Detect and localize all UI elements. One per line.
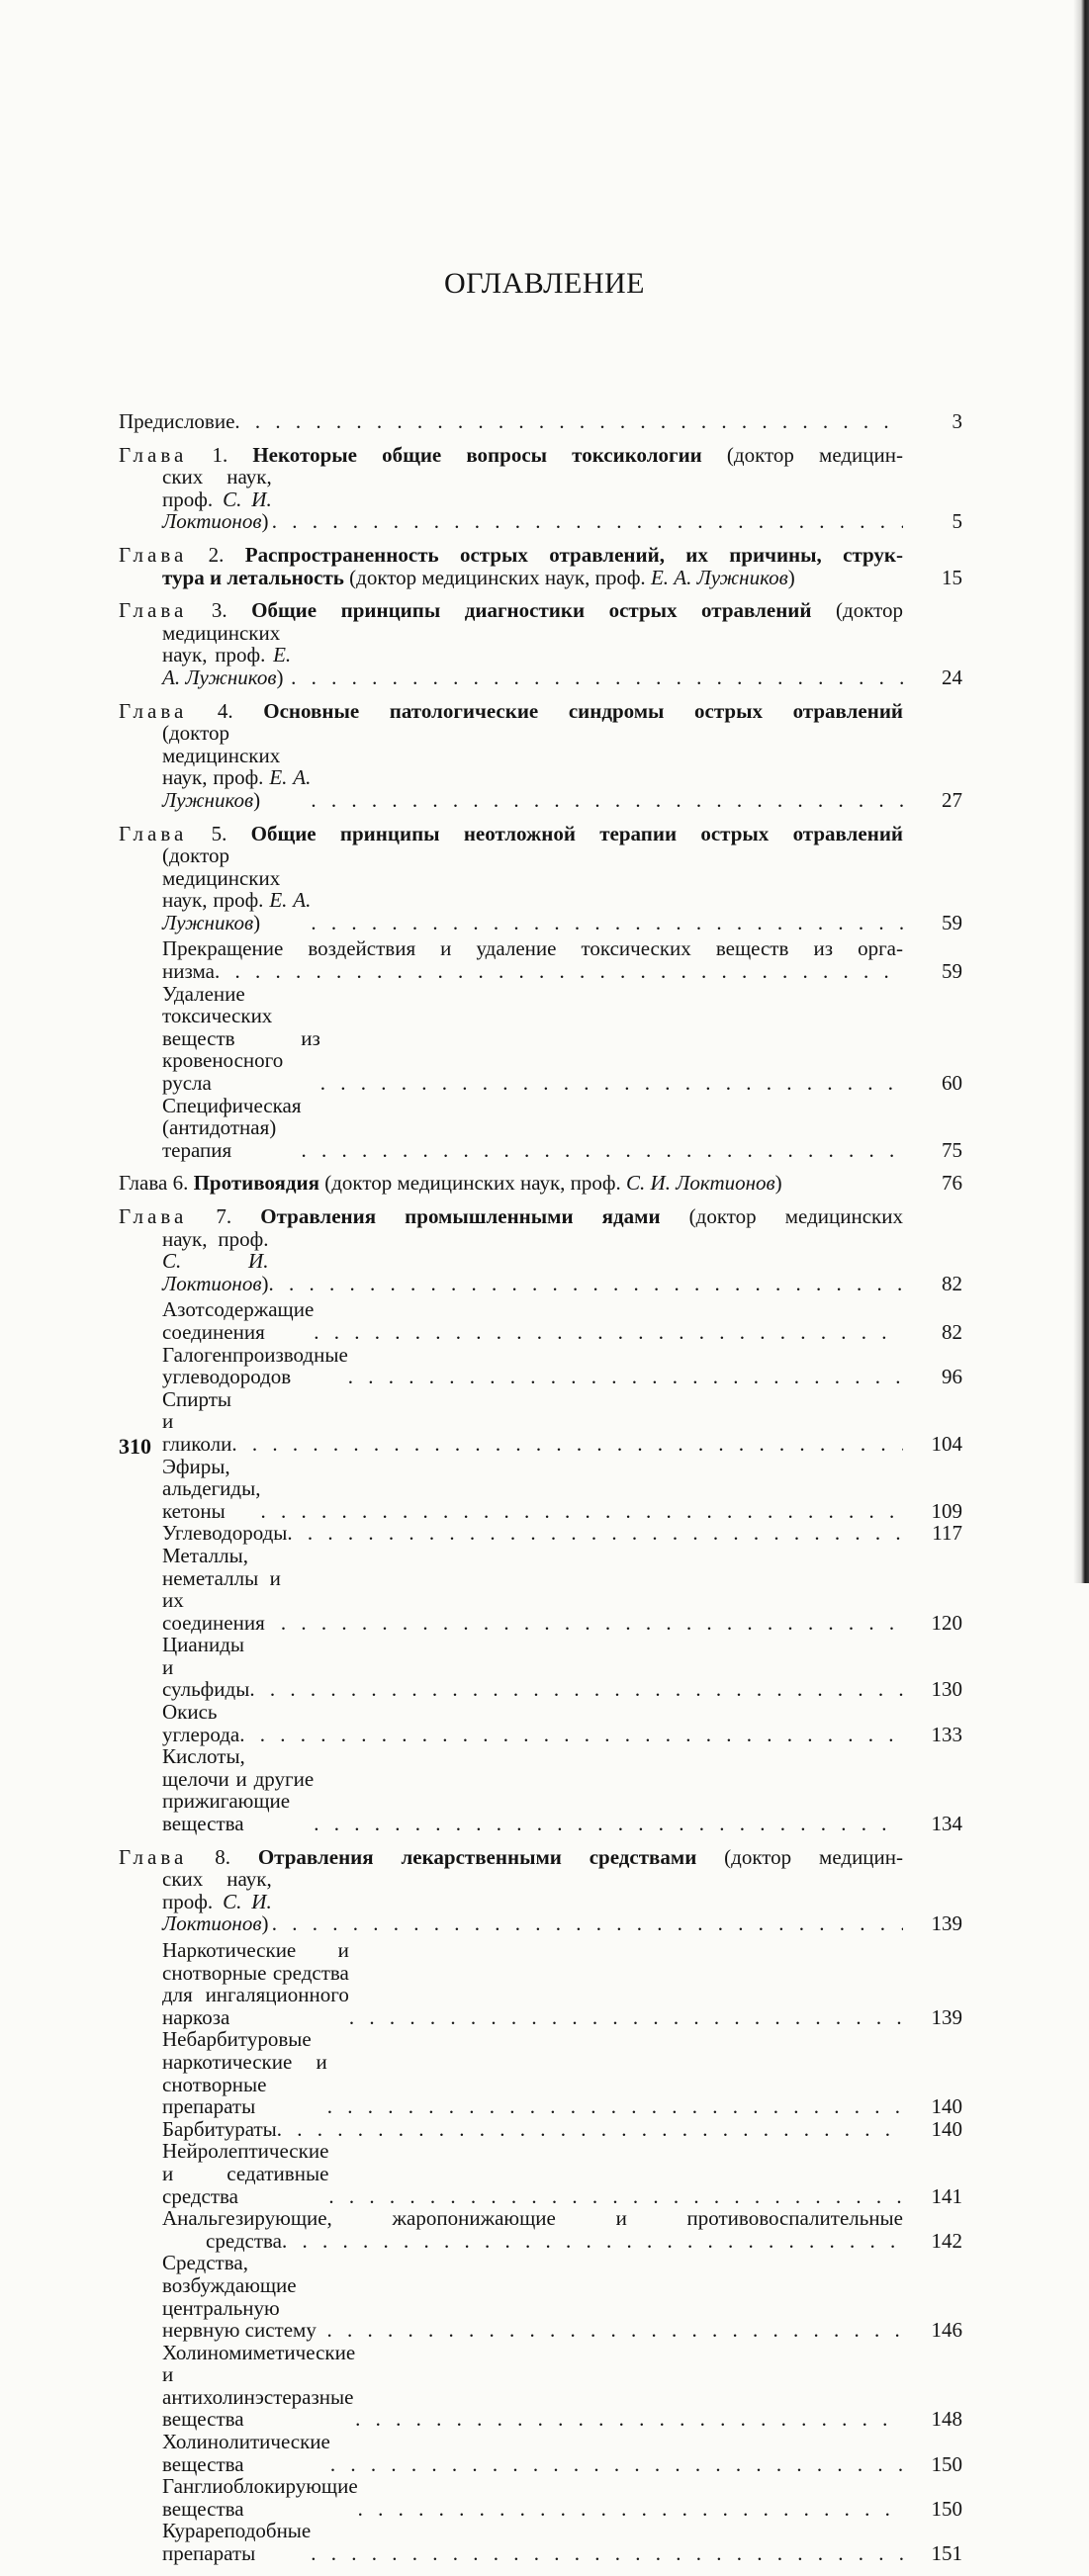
toc-entry-chapter-4: Глава 4. Основные патологические синдромы острых отравлений (доктор медицинских наук, проф. Е. А. Лужников) . . . 27 [119, 700, 962, 812]
section-page: 117 [932, 1521, 962, 1546]
section-list [119, 1939, 962, 2565]
section-label: Удаление токсических веществ из кровеносного русла [162, 981, 320, 1096]
chapter-page: 59 [942, 910, 962, 934]
toc-entry-chapter-2: Глава 2. Распространенность острых отравлений, их причины, струк- тура и летальность (доктор медицинских наук, проф. Е. А. Лужников) 15 [119, 542, 962, 589]
section-item [119, 1701, 962, 1745]
chapter-title: Основные патологические синдромы острых отравлений [263, 698, 904, 723]
section-page: 151 [931, 2541, 962, 2566]
section-item [119, 2028, 962, 2117]
chapter-number: 5. [211, 821, 227, 845]
toc-entry-chapter-6: Глава 6. Противоядия (доктор медицинских наук, проф. С. И. Локтионов) 76 [119, 1171, 962, 1196]
toc-entry-chapter-1: Глава 1. Некоторые общие вопросы токсикологии (доктор медицин- ских наук, проф. С. И. Локтионов) . . . 5 [119, 444, 962, 533]
section-page: 146 [931, 2318, 962, 2343]
chapter-number: 4. [217, 698, 233, 723]
section-label: Нейролептические и седативные средства [162, 2139, 329, 2208]
section-label: Холиномиметические и антихолинэстеразные вещества [162, 2340, 356, 2432]
section-item [119, 2140, 962, 2207]
table-of-contents [119, 410, 962, 2576]
section-item [119, 2431, 962, 2475]
dot-leader [301, 1139, 903, 1162]
chapter-page: 24 [942, 665, 962, 689]
chapter-number: 1. [212, 442, 228, 467]
chapter-word: Глава [119, 1844, 188, 1869]
chapter-author: Е. А. Лужников [162, 765, 312, 812]
dot-leader [311, 2542, 903, 2565]
chapter-title: Противоядия [193, 1171, 319, 1196]
section-label: Эфиры, альдегиды, кетоны [162, 1454, 261, 1523]
chapter-credit-cont: ских наук, проф. [162, 465, 272, 511]
dot-leader [215, 960, 903, 983]
section-item [119, 1745, 962, 1834]
section-list [119, 937, 962, 1161]
dot-leader [272, 510, 903, 533]
chapter-number: 6. [172, 1171, 189, 1196]
dot-leader [349, 2006, 903, 2029]
section-item [119, 1634, 962, 1701]
section-label: Галогенпроизводные углеводородов [162, 1342, 348, 1389]
chapter-word: Глава [119, 442, 188, 467]
section-label: Металлы, неметаллы и их соединения [162, 1543, 281, 1635]
dot-leader [272, 1912, 903, 1935]
section-page: 120 [931, 1610, 962, 1635]
dot-leader [355, 2408, 903, 2431]
chapter-credit: (доктор медицинских наук, проф. [162, 721, 281, 790]
section-page: 150 [931, 2451, 962, 2476]
section-item [119, 1939, 962, 2028]
section-page: 130 [931, 1677, 962, 1702]
toc-entry-chapter-7: Глава 7. Отравления промышленными ядами (доктор медицинских наук, проф. С. И. Локтионов) . . . 82 Азотсодержащие соединения . . . 82 Галогенпроизводные углеводородов . . . 96 Спирты и гликоли . . . 104 Эфиры, альдегиды, кетоны . . . 109 Углеводороды . . . 117 Металлы, неметаллы и их соединения . . . 120 Цианиды и сульфиды . . . 130 Окись углерода . . . 133 Кислоты, щелочи и другие прижигающие вещества . . . 134 [119, 1205, 962, 1835]
dot-leader [291, 666, 903, 689]
section-item [119, 1522, 962, 1545]
chapter-author: Е. А. Лужников [650, 565, 788, 589]
section-item [119, 2342, 962, 2431]
chapter-credit: (доктор медицин- [724, 1844, 904, 1869]
chapter-number: 7. [216, 1204, 232, 1228]
chapter-word: Глава [119, 698, 188, 723]
dot-leader [330, 2453, 903, 2476]
section-item [119, 1388, 962, 1456]
chapter-credit-cont: ских наук, проф. [162, 1867, 272, 1913]
chapter-page: 82 [942, 1271, 962, 1295]
section-item [119, 1456, 962, 1523]
dot-leader [234, 410, 903, 433]
dot-leader [328, 2185, 903, 2208]
section-label: Цианиды и сульфиды [162, 1633, 250, 1702]
chapter-author: С. И. Локтионов [162, 1249, 269, 1295]
section-label: Кислоты, щелочи и другие прижигающие вещества [162, 1744, 315, 1836]
section-item [119, 937, 962, 982]
section-page: 148 [931, 2407, 962, 2432]
chapter-author: С. И. Локтионов [162, 487, 272, 534]
section-label: Ганглиоблокирующие вещества [162, 2474, 358, 2521]
chapter-word: Глава [119, 1171, 168, 1196]
preface-page: 3 [952, 409, 962, 433]
chapter-page: 76 [942, 1171, 962, 1196]
section-label: Окись углерода [162, 1700, 240, 1746]
dot-leader [320, 1072, 903, 1095]
dot-leader [260, 1500, 903, 1523]
chapter-word: Глава [119, 598, 188, 623]
chapter-credit: (доктор медицинских наук, проф. [324, 1171, 621, 1196]
page-number: 310 [119, 1434, 151, 1459]
section-item [119, 2207, 962, 2252]
section-page: 140 [931, 2116, 962, 2141]
section-page: 134 [931, 1812, 962, 1836]
chapter-title: Отравления промышленными ядами [260, 1204, 661, 1228]
chapter-title: Отравления лекарственными средствами [257, 1844, 697, 1869]
section-label: Небарбитуровые наркотические и снотворные препараты [162, 2027, 327, 2119]
section-item [119, 2520, 962, 2564]
chapter-title: Общие принципы неотложной терапии острых отравлений [250, 821, 904, 845]
page-title: ОГЛАВЛЕНИЕ [444, 267, 645, 300]
dot-leader [314, 1321, 903, 1344]
scan-edge-shadow [1073, 0, 1089, 1583]
chapter-word: Глава [119, 821, 188, 845]
section-label: Спирты и гликоли [162, 1386, 232, 1456]
preface-label: Предисловие [119, 409, 235, 433]
chapter-title: Некоторые общие вопросы токсикологии [252, 442, 702, 467]
dot-leader [282, 2230, 903, 2253]
section-page: 139 [931, 2004, 962, 2029]
section-page: 104 [931, 1431, 962, 1456]
dot-leader [311, 789, 903, 812]
chapter-author: Е. А. Лужников [162, 888, 312, 934]
section-label: Барбитураты [162, 2116, 277, 2141]
section-label: Углеводороды [162, 1521, 288, 1546]
toc-entry-chapter-5: Глава 5. Общие принципы неотложной терапии острых отравлений (доктор медицинских наук, проф. Е. А. Лужников) . . . 59 Прекращение воздействия и удаление токсических веществ из орга- низма . . . 59 Удаление токсических веществ из кровеносного русла . . . 60 Специфическая (антидотная) терапия . . . 75 [119, 823, 962, 1162]
dot-leader [327, 2319, 903, 2342]
section-page: 109 [931, 1498, 962, 1523]
chapter-page: 27 [942, 787, 962, 812]
section-item [119, 2252, 962, 2341]
chapter-page: 139 [931, 1911, 962, 1936]
section-page: 141 [931, 2183, 962, 2208]
dot-leader [231, 1433, 903, 1456]
section-item [119, 2118, 962, 2141]
section-item [119, 2475, 962, 2520]
chapter-author: С. И. Локтионов [162, 1889, 272, 1936]
dot-leader [348, 1366, 903, 1388]
section-label: Холинолитические вещества [162, 2430, 330, 2476]
section-list [119, 1298, 962, 1834]
dot-leader [327, 2095, 903, 2118]
section-page: 82 [942, 1319, 962, 1344]
section-label: Наркотические и снотворные средства для ингаляционного наркоза [162, 1938, 349, 2029]
section-page: 150 [931, 2496, 962, 2521]
section-label: Анальгезирующие, жаропонижающие и противовоспалительные [162, 2206, 903, 2231]
dot-leader [314, 1813, 903, 1835]
chapter-title-cont: тура и летальность [162, 565, 344, 589]
section-page: 75 [942, 1137, 962, 1162]
section-label: Специфическая (антидотная) терапия [162, 1093, 302, 1162]
toc-entry-preface [119, 410, 962, 433]
chapter-number: 2. [208, 542, 225, 567]
dot-leader [249, 1678, 903, 1701]
section-page: 60 [942, 1071, 962, 1096]
chapter-page: 15 [942, 565, 962, 589]
section-page: 133 [931, 1722, 962, 1746]
chapter-credit: (доктор медицинских наук, проф. [349, 565, 646, 589]
dot-leader [268, 1273, 903, 1295]
section-item [119, 1344, 962, 1388]
section-label-cont: средства [206, 2228, 283, 2253]
section-item [119, 1095, 962, 1162]
section-label: Прекращение воздействия и удаление токсических веществ из орга- [162, 936, 903, 961]
section-label-cont: низма [162, 959, 215, 984]
dot-leader [277, 2118, 903, 2141]
chapter-number: 8. [215, 1844, 230, 1869]
section-page: 142 [931, 2228, 962, 2253]
chapter-word: Глава [119, 1204, 188, 1228]
chapter-title: Распространенность острых отравлений, их причины, струк- [244, 542, 904, 567]
toc-entry-chapter-8: Глава 8. Отравления лекарственными средствами (доктор медицин- ских наук, проф. С. И. Локтионов) . . . 139 Наркотические и снотворные средства для ингаляционного наркоза . . . 139 Небарбитуровые наркотические и снотворные препараты . . . 140 Барбитураты . . . 140 Нейролептические и седативные средства . . . 141 Анальгезирующие, жаропонижающие и противовоспалительные средства . . . 142 Средства, возбуждающие центральную нервную систему . . . 146 Холиномиметические и антихолинэстеразные вещества . . . 148 Холинолитические вещества . . . 150 Ганглиоблокирующие вещества . . . 150 Курареподобные препараты . . . 151 [119, 1846, 962, 2565]
dot-leader [311, 912, 903, 934]
dot-leader [287, 1522, 903, 1545]
chapter-author: Е. А. Лужников [162, 643, 292, 689]
dot-leader [358, 2498, 903, 2521]
dot-leader [281, 1612, 903, 1635]
section-label: Азотсодержащие соединения [162, 1297, 315, 1344]
chapter-page: 5 [952, 509, 962, 534]
section-page: 96 [942, 1365, 962, 1389]
chapter-word: Глава [119, 542, 188, 567]
chapter-credit: (доктор медицинских [688, 1204, 903, 1228]
dot-leader [239, 1724, 903, 1746]
chapter-credit-cont: медицинских наук, проф. [162, 620, 281, 667]
chapter-title: Общие принципы диагностики острых отравлений [251, 598, 812, 623]
toc-entry-chapter-3: Глава 3. Общие принципы диагностики острых отравлений (доктор медицинских наук, проф. Е. А. Лужников) . . . 24 [119, 599, 962, 688]
chapter-credit: (доктор медицин- [726, 442, 903, 467]
section-item [119, 1298, 962, 1343]
section-label: Средства, возбуждающие центральную нервную систему [162, 2251, 317, 2343]
chapter-credit-cont: наук, проф. [162, 1226, 269, 1251]
chapter-author: С. И. Локтионов [626, 1171, 775, 1196]
section-page: 140 [931, 2094, 962, 2119]
chapter-credit: (доктор медицинских наук, проф. [162, 844, 281, 913]
chapter-number: 3. [211, 598, 227, 623]
section-page: 59 [942, 959, 962, 984]
section-label: Курареподобные препараты [162, 2519, 312, 2566]
section-item [119, 983, 962, 1095]
section-item [119, 1545, 962, 1634]
chapter-credit: (доктор [836, 598, 904, 623]
